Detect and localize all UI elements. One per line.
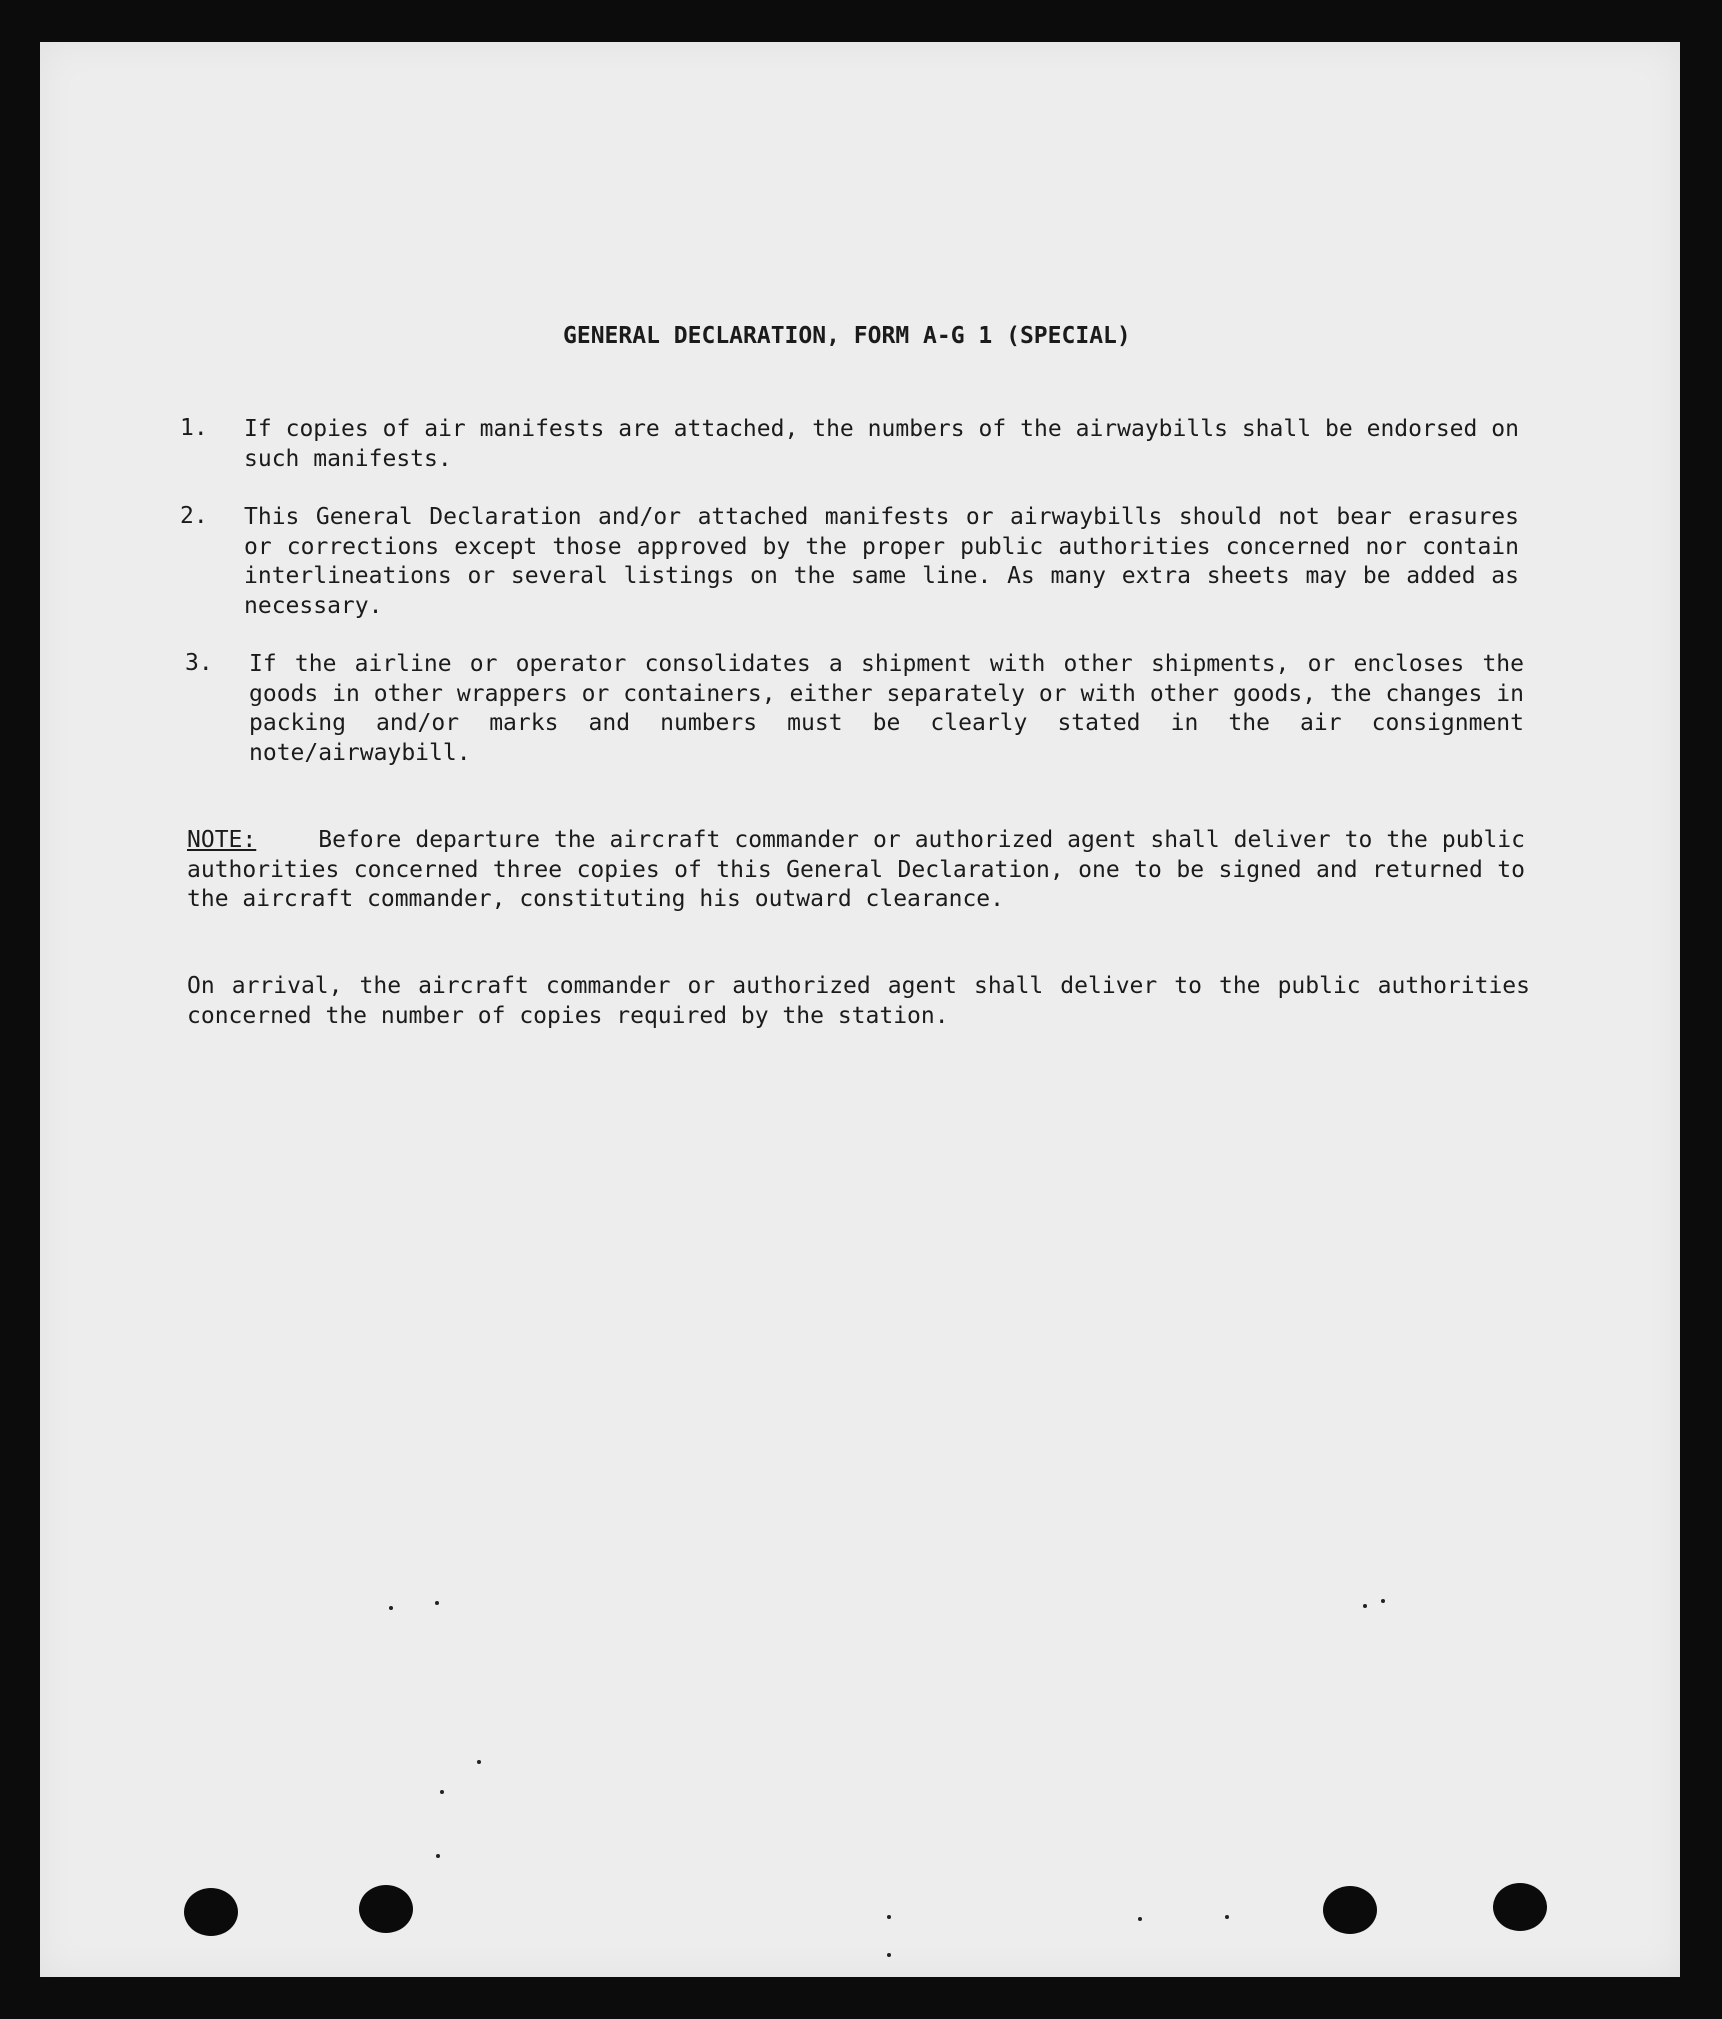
speck	[1363, 1604, 1367, 1608]
item-3-text: If the airline or operator consolidates a shipment with other shipments, or encloses the goods in other wrappers or containers, either separately or with other goods, the changes in packing and/or marks and numbers must be clearly stated in the air consignment note/airwaybill.	[249, 651, 1524, 766]
speck	[887, 1953, 891, 1957]
speck	[436, 1854, 440, 1858]
speck	[477, 1760, 481, 1764]
speck	[887, 1915, 891, 1919]
speck	[440, 1790, 444, 1794]
speck	[1138, 1917, 1142, 1921]
punch-hole	[1323, 1886, 1377, 1934]
punch-hole	[359, 1885, 413, 1933]
speck	[1381, 1599, 1385, 1603]
item-1-number: 1.	[180, 415, 208, 441]
punch-hole	[1493, 1883, 1547, 1931]
item-3-number: 3.	[185, 650, 213, 676]
item-1-text: If copies of air manifests are attached, the numbers of the airwaybills shall be endorsed on such manifests.	[244, 416, 1519, 472]
speck	[1225, 1915, 1229, 1919]
note-label: NOTE:	[187, 827, 257, 853]
punch-hole	[184, 1888, 238, 1936]
note-paragraph	[187, 826, 1525, 915]
paper-sheet	[40, 42, 1680, 1977]
item-2-text: This General Declaration and/or attached manifests or airwaybills should not bear erasures or corrections except those approved by the proper public authorities concerned nor contain interlineations or several listings on the same line. As many extra sheets may be added as necessary.	[244, 504, 1519, 619]
arrival-paragraph: On arrival, the aircraft commander or authorized agent shall deliver to the public authorities concerned the number of copies required by the station.	[187, 973, 1530, 1029]
speck	[389, 1606, 393, 1610]
note-text: Before departure the aircraft commander or authorized agent shall deliver to the public authorities concerned three copies of this General Declaration, one to be signed and returned to the aircraft commander, constituting his outward clearance.	[187, 827, 1525, 912]
item-2-number: 2.	[180, 503, 208, 529]
speck	[435, 1601, 439, 1605]
document-title: GENERAL DECLARATION, FORM A-G 1 (SPECIAL)	[563, 323, 1131, 349]
